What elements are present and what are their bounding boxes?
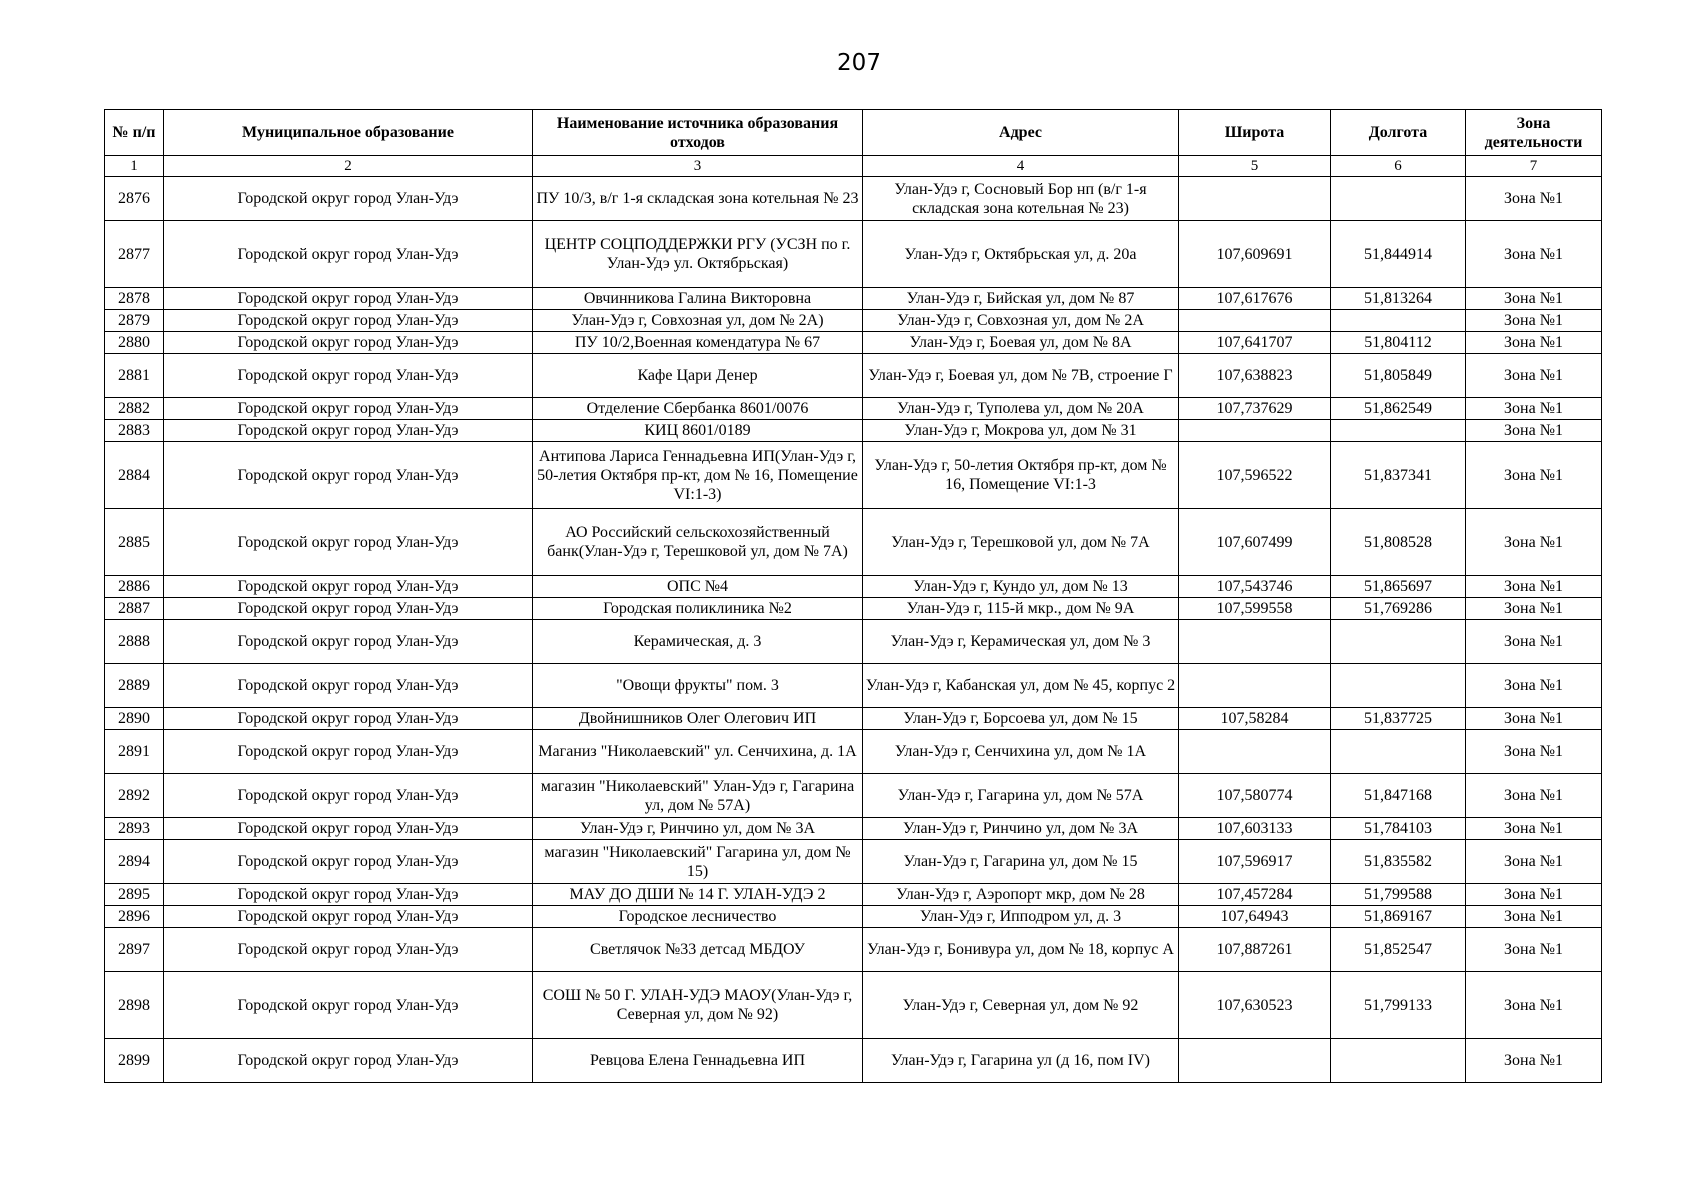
cell-number: 2887 bbox=[105, 598, 164, 620]
cell-latitude bbox=[1179, 310, 1331, 332]
cell-source: Антипова Лариса Геннадьевна ИП(Улан-Удэ г, 50-летия Октября пр-кт, дом № 16, Помещение VI:1-3) bbox=[533, 442, 863, 509]
table-row bbox=[105, 774, 1602, 818]
cell-zone: Зона №1 bbox=[1466, 221, 1602, 288]
cell-address: Улан-Удэ г, Сосновый Бор нп (в/г 1-я складская зона котельная № 23) bbox=[863, 177, 1179, 221]
cell-zone: Зона №1 bbox=[1466, 664, 1602, 708]
table-row bbox=[105, 664, 1602, 708]
cell-latitude: 107,617676 bbox=[1179, 288, 1331, 310]
cell-longitude: 51,808528 bbox=[1331, 509, 1466, 576]
cell-municipality: Городской округ город Улан-Удэ bbox=[164, 288, 533, 310]
cell-zone: Зона №1 bbox=[1466, 1039, 1602, 1083]
cell-municipality: Городской округ город Улан-Удэ bbox=[164, 928, 533, 972]
table-row bbox=[105, 354, 1602, 398]
cell-number: 2884 bbox=[105, 442, 164, 509]
cell-zone: Зона №1 bbox=[1466, 398, 1602, 420]
cell-number: 2893 bbox=[105, 818, 164, 840]
cell-zone: Зона №1 bbox=[1466, 840, 1602, 884]
cell-source: Городское лесничество bbox=[533, 906, 863, 928]
column-number: 6 bbox=[1331, 156, 1466, 177]
cell-source: Ревцова Елена Геннадьевна ИП bbox=[533, 1039, 863, 1083]
cell-zone: Зона №1 bbox=[1466, 884, 1602, 906]
table-row bbox=[105, 906, 1602, 928]
cell-number: 2895 bbox=[105, 884, 164, 906]
cell-municipality: Городской округ город Улан-Удэ bbox=[164, 177, 533, 221]
cell-number: 2880 bbox=[105, 332, 164, 354]
cell-latitude: 107,596522 bbox=[1179, 442, 1331, 509]
header-cell-source: Наименование источника образования отходов bbox=[533, 110, 863, 156]
cell-latitude: 107,603133 bbox=[1179, 818, 1331, 840]
cell-address: Улан-Удэ г, Кундо ул, дом № 13 bbox=[863, 576, 1179, 598]
cell-municipality: Городской округ город Улан-Удэ bbox=[164, 310, 533, 332]
cell-source: Керамическая, д. 3 bbox=[533, 620, 863, 664]
cell-zone: Зона №1 bbox=[1466, 818, 1602, 840]
cell-municipality: Городской округ город Улан-Удэ bbox=[164, 354, 533, 398]
cell-number: 2897 bbox=[105, 928, 164, 972]
cell-latitude: 107,607499 bbox=[1179, 509, 1331, 576]
cell-source: ПУ 10/3, в/г 1-я складская зона котельная № 23 bbox=[533, 177, 863, 221]
cell-latitude: 107,737629 bbox=[1179, 398, 1331, 420]
cell-source: Овчинникова Галина Викторовна bbox=[533, 288, 863, 310]
header-cell-longitude: Долгота bbox=[1331, 110, 1466, 156]
cell-latitude bbox=[1179, 420, 1331, 442]
cell-municipality: Городской округ город Улан-Удэ bbox=[164, 221, 533, 288]
column-number: 5 bbox=[1179, 156, 1331, 177]
cell-address: Улан-Удэ г, Боевая ул, дом № 7В, строение Г bbox=[863, 354, 1179, 398]
cell-longitude bbox=[1331, 730, 1466, 774]
cell-latitude: 107,638823 bbox=[1179, 354, 1331, 398]
column-number: 2 bbox=[164, 156, 533, 177]
table-row bbox=[105, 1039, 1602, 1083]
cell-longitude: 51,805849 bbox=[1331, 354, 1466, 398]
cell-source: АО Российский сельскохозяйственный банк(Улан-Удэ г, Терешковой ул, дом № 7А) bbox=[533, 509, 863, 576]
cell-municipality: Городской округ город Улан-Удэ bbox=[164, 420, 533, 442]
column-number: 7 bbox=[1466, 156, 1602, 177]
cell-number: 2896 bbox=[105, 906, 164, 928]
cell-address: Улан-Удэ г, Сенчихина ул, дом № 1А bbox=[863, 730, 1179, 774]
cell-latitude bbox=[1179, 730, 1331, 774]
cell-source: СОШ № 50 Г. УЛАН-УДЭ МАОУ(Улан-Удэ г, Северная ул, дом № 92) bbox=[533, 972, 863, 1039]
cell-address: Улан-Удэ г, Гагарина ул, дом № 15 bbox=[863, 840, 1179, 884]
cell-number: 2881 bbox=[105, 354, 164, 398]
cell-longitude: 51,835582 bbox=[1331, 840, 1466, 884]
table-row bbox=[105, 509, 1602, 576]
cell-number: 2883 bbox=[105, 420, 164, 442]
cell-source: Городская поликлиника №2 bbox=[533, 598, 863, 620]
cell-source: "Овощи фрукты" пом. 3 bbox=[533, 664, 863, 708]
cell-address: Улан-Удэ г, 50-летия Октября пр-кт, дом № 16, Помещение VI:1-3 bbox=[863, 442, 1179, 509]
header-cell-number: № п/п bbox=[105, 110, 164, 156]
cell-latitude: 107,641707 bbox=[1179, 332, 1331, 354]
cell-latitude bbox=[1179, 620, 1331, 664]
table-row bbox=[105, 598, 1602, 620]
cell-latitude: 107,609691 bbox=[1179, 221, 1331, 288]
header-cell-municipality: Муниципальное образование bbox=[164, 110, 533, 156]
cell-latitude: 107,58284 bbox=[1179, 708, 1331, 730]
cell-address: Улан-Удэ г, Северная ул, дом № 92 bbox=[863, 972, 1179, 1039]
table-row bbox=[105, 840, 1602, 884]
header-cell-zone: Зона деятельности bbox=[1466, 110, 1602, 156]
column-number: 1 bbox=[105, 156, 164, 177]
cell-longitude: 51,784103 bbox=[1331, 818, 1466, 840]
cell-zone: Зона №1 bbox=[1466, 354, 1602, 398]
cell-number: 2885 bbox=[105, 509, 164, 576]
cell-zone: Зона №1 bbox=[1466, 288, 1602, 310]
cell-longitude: 51,799133 bbox=[1331, 972, 1466, 1039]
cell-source: Кафе Цари Денер bbox=[533, 354, 863, 398]
cell-municipality: Городской округ город Улан-Удэ bbox=[164, 840, 533, 884]
cell-municipality: Городской округ город Улан-Удэ bbox=[164, 442, 533, 509]
cell-municipality: Городской округ город Улан-Удэ bbox=[164, 972, 533, 1039]
cell-address: Улан-Удэ г, Терешковой ул, дом № 7А bbox=[863, 509, 1179, 576]
cell-zone: Зона №1 bbox=[1466, 972, 1602, 1039]
table-row bbox=[105, 972, 1602, 1039]
cell-latitude: 107,596917 bbox=[1179, 840, 1331, 884]
cell-number: 2899 bbox=[105, 1039, 164, 1083]
cell-source: ОПС №4 bbox=[533, 576, 863, 598]
table-row bbox=[105, 332, 1602, 354]
cell-longitude: 51,837341 bbox=[1331, 442, 1466, 509]
cell-source: ЦЕНТР СОЦПОДДЕРЖКИ РГУ (УСЗН по г. Улан-Удэ ул. Октябрьская) bbox=[533, 221, 863, 288]
cell-source: ПУ 10/2,Военная комендатура № 67 bbox=[533, 332, 863, 354]
cell-municipality: Городской округ город Улан-Удэ bbox=[164, 598, 533, 620]
cell-municipality: Городской округ город Улан-Удэ bbox=[164, 708, 533, 730]
cell-address: Улан-Удэ г, Гагарина ул (д 16, пом IV) bbox=[863, 1039, 1179, 1083]
cell-municipality: Городской округ город Улан-Удэ bbox=[164, 509, 533, 576]
table-row bbox=[105, 310, 1602, 332]
cell-latitude bbox=[1179, 664, 1331, 708]
table-row bbox=[105, 576, 1602, 598]
cell-zone: Зона №1 bbox=[1466, 730, 1602, 774]
cell-latitude: 107,64943 bbox=[1179, 906, 1331, 928]
cell-source: магазин "Николаевский" Улан-Удэ г, Гагарина ул, дом № 57А) bbox=[533, 774, 863, 818]
cell-municipality: Городской округ город Улан-Удэ bbox=[164, 818, 533, 840]
cell-address: Улан-Удэ г, Аэропорт мкр, дом № 28 bbox=[863, 884, 1179, 906]
cell-zone: Зона №1 bbox=[1466, 310, 1602, 332]
table-row bbox=[105, 730, 1602, 774]
table-row bbox=[105, 884, 1602, 906]
cell-address: Улан-Удэ г, Ринчино ул, дом № 3А bbox=[863, 818, 1179, 840]
cell-address: Улан-Удэ г, Туполева ул, дом № 20А bbox=[863, 398, 1179, 420]
cell-municipality: Городской округ город Улан-Удэ bbox=[164, 774, 533, 818]
cell-longitude: 51,837725 bbox=[1331, 708, 1466, 730]
cell-municipality: Городской округ город Улан-Удэ bbox=[164, 730, 533, 774]
cell-address: Улан-Удэ г, Боевая ул, дом № 8А bbox=[863, 332, 1179, 354]
cell-municipality: Городской округ город Улан-Удэ bbox=[164, 884, 533, 906]
cell-latitude: 107,630523 bbox=[1179, 972, 1331, 1039]
cell-longitude: 51,769286 bbox=[1331, 598, 1466, 620]
cell-latitude: 107,543746 bbox=[1179, 576, 1331, 598]
cell-number: 2886 bbox=[105, 576, 164, 598]
cell-longitude: 51,869167 bbox=[1331, 906, 1466, 928]
cell-longitude: 51,804112 bbox=[1331, 332, 1466, 354]
cell-latitude: 107,887261 bbox=[1179, 928, 1331, 972]
header-row bbox=[105, 110, 1602, 156]
cell-source: Маганиз "Николаевский" ул. Сенчихина, д. 1А bbox=[533, 730, 863, 774]
cell-latitude: 107,457284 bbox=[1179, 884, 1331, 906]
cell-latitude: 107,580774 bbox=[1179, 774, 1331, 818]
cell-source: Улан-Удэ г, Совхозная ул, дом № 2А) bbox=[533, 310, 863, 332]
cell-longitude bbox=[1331, 310, 1466, 332]
cell-number: 2882 bbox=[105, 398, 164, 420]
cell-longitude bbox=[1331, 620, 1466, 664]
cell-address: Улан-Удэ г, Гагарина ул, дом № 57А bbox=[863, 774, 1179, 818]
cell-source: Двойнишников Олег Олегович ИП bbox=[533, 708, 863, 730]
table-row bbox=[105, 620, 1602, 664]
header-cell-latitude: Широта bbox=[1179, 110, 1331, 156]
cell-longitude: 51,844914 bbox=[1331, 221, 1466, 288]
cell-longitude: 51,862549 bbox=[1331, 398, 1466, 420]
cell-longitude bbox=[1331, 177, 1466, 221]
cell-zone: Зона №1 bbox=[1466, 620, 1602, 664]
cell-zone: Зона №1 bbox=[1466, 928, 1602, 972]
table-row bbox=[105, 818, 1602, 840]
cell-latitude bbox=[1179, 1039, 1331, 1083]
table-row bbox=[105, 288, 1602, 310]
cell-number: 2889 bbox=[105, 664, 164, 708]
waste-sources-table bbox=[104, 109, 1602, 1083]
cell-zone: Зона №1 bbox=[1466, 708, 1602, 730]
cell-source: МАУ ДО ДШИ № 14 Г. УЛАН-УДЭ 2 bbox=[533, 884, 863, 906]
cell-address: Улан-Удэ г, Мокрова ул, дом № 31 bbox=[863, 420, 1179, 442]
cell-address: Улан-Удэ г, Бийская ул, дом № 87 bbox=[863, 288, 1179, 310]
column-number: 3 bbox=[533, 156, 863, 177]
cell-address: Улан-Удэ г, Октябрьская ул, д. 20а bbox=[863, 221, 1179, 288]
cell-number: 2892 bbox=[105, 774, 164, 818]
column-number: 4 bbox=[863, 156, 1179, 177]
cell-zone: Зона №1 bbox=[1466, 774, 1602, 818]
cell-municipality: Городской округ город Улан-Удэ bbox=[164, 576, 533, 598]
table-row bbox=[105, 442, 1602, 509]
cell-longitude: 51,852547 bbox=[1331, 928, 1466, 972]
cell-number: 2877 bbox=[105, 221, 164, 288]
table-row bbox=[105, 177, 1602, 221]
cell-address: Улан-Удэ г, 115-й мкр., дом № 9А bbox=[863, 598, 1179, 620]
cell-address: Улан-Удэ г, Кабанская ул, дом № 45, корпус 2 bbox=[863, 664, 1179, 708]
cell-zone: Зона №1 bbox=[1466, 177, 1602, 221]
table-row bbox=[105, 928, 1602, 972]
cell-zone: Зона №1 bbox=[1466, 332, 1602, 354]
cell-municipality: Городской округ город Улан-Удэ bbox=[164, 620, 533, 664]
cell-municipality: Городской округ город Улан-Удэ bbox=[164, 906, 533, 928]
page-number: 207 bbox=[837, 50, 881, 76]
cell-longitude bbox=[1331, 664, 1466, 708]
cell-latitude: 107,599558 bbox=[1179, 598, 1331, 620]
cell-zone: Зона №1 bbox=[1466, 509, 1602, 576]
cell-address: Улан-Удэ г, Борсоева ул, дом № 15 bbox=[863, 708, 1179, 730]
cell-longitude bbox=[1331, 1039, 1466, 1083]
cell-zone: Зона №1 bbox=[1466, 598, 1602, 620]
cell-number: 2879 bbox=[105, 310, 164, 332]
cell-municipality: Городской округ город Улан-Удэ bbox=[164, 398, 533, 420]
cell-zone: Зона №1 bbox=[1466, 442, 1602, 509]
cell-address: Улан-Удэ г, Бонивура ул, дом № 18, корпус А bbox=[863, 928, 1179, 972]
cell-longitude: 51,865697 bbox=[1331, 576, 1466, 598]
cell-zone: Зона №1 bbox=[1466, 576, 1602, 598]
cell-address: Улан-Удэ г, Совхозная ул, дом № 2А bbox=[863, 310, 1179, 332]
cell-source: КИЦ 8601/0189 bbox=[533, 420, 863, 442]
cell-number: 2878 bbox=[105, 288, 164, 310]
cell-latitude bbox=[1179, 177, 1331, 221]
table-row bbox=[105, 708, 1602, 730]
cell-number: 2898 bbox=[105, 972, 164, 1039]
header-cell-address: Адрес bbox=[863, 110, 1179, 156]
table-row bbox=[105, 221, 1602, 288]
cell-municipality: Городской округ город Улан-Удэ bbox=[164, 1039, 533, 1083]
table-row bbox=[105, 420, 1602, 442]
cell-address: Улан-Удэ г, Керамическая ул, дом № 3 bbox=[863, 620, 1179, 664]
table-row bbox=[105, 398, 1602, 420]
cell-number: 2894 bbox=[105, 840, 164, 884]
cell-source: Светлячок №33 детсад МБДОУ bbox=[533, 928, 863, 972]
cell-zone: Зона №1 bbox=[1466, 906, 1602, 928]
cell-zone: Зона №1 bbox=[1466, 420, 1602, 442]
cell-source: Отделение Сбербанка 8601/0076 bbox=[533, 398, 863, 420]
cell-number: 2888 bbox=[105, 620, 164, 664]
cell-source: магазин "Николаевский" Гагарина ул, дом № 15) bbox=[533, 840, 863, 884]
cell-municipality: Городской округ город Улан-Удэ bbox=[164, 332, 533, 354]
cell-longitude: 51,799588 bbox=[1331, 884, 1466, 906]
cell-number: 2891 bbox=[105, 730, 164, 774]
cell-longitude: 51,847168 bbox=[1331, 774, 1466, 818]
cell-number: 2890 bbox=[105, 708, 164, 730]
cell-number: 2876 bbox=[105, 177, 164, 221]
cell-longitude: 51,813264 bbox=[1331, 288, 1466, 310]
column-number-row bbox=[105, 156, 1602, 177]
cell-longitude bbox=[1331, 420, 1466, 442]
cell-source: Улан-Удэ г, Ринчино ул, дом № 3А bbox=[533, 818, 863, 840]
cell-municipality: Городской округ город Улан-Удэ bbox=[164, 664, 533, 708]
cell-address: Улан-Удэ г, Ипподром ул, д. 3 bbox=[863, 906, 1179, 928]
